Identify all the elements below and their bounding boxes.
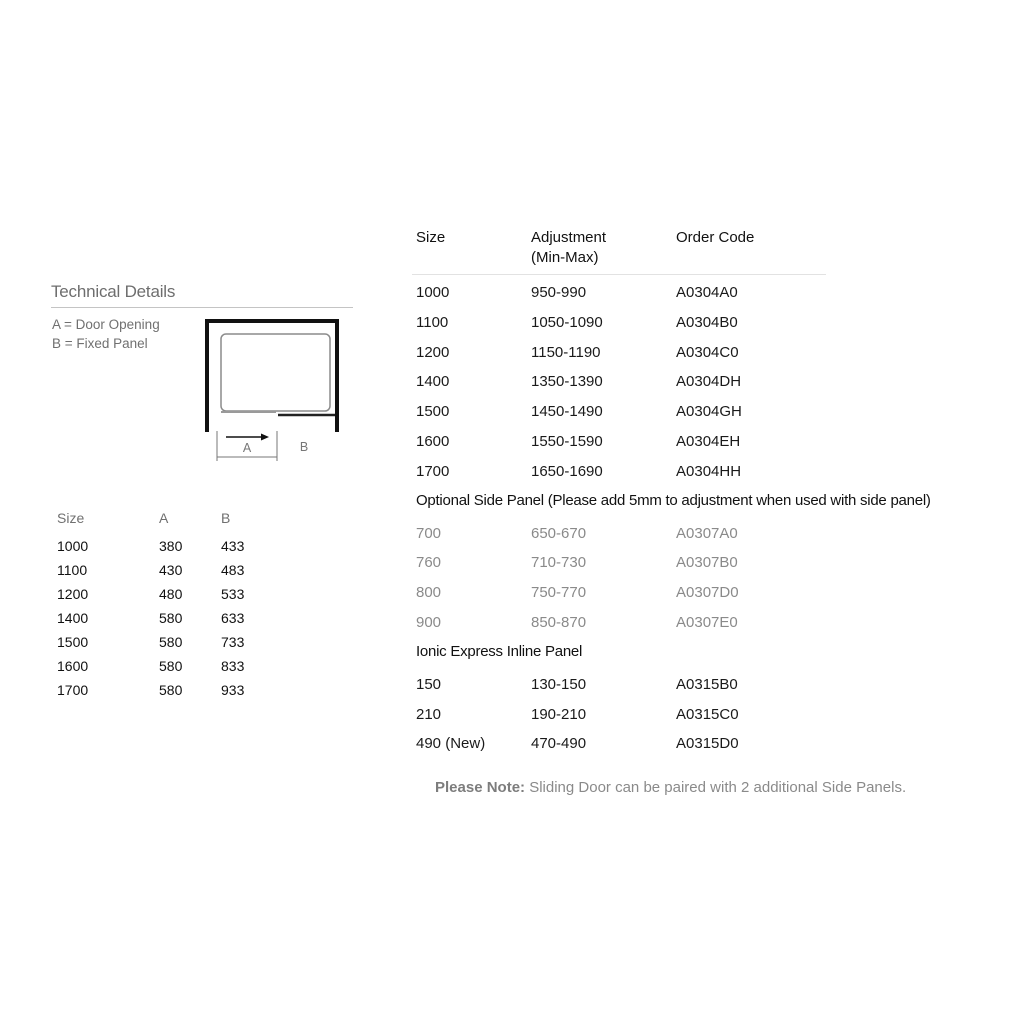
b-cell: 933 xyxy=(221,682,245,698)
a-header: A xyxy=(159,510,169,526)
table-row xyxy=(416,699,996,729)
size-header: Size xyxy=(57,510,85,526)
inline-panel-section-title xyxy=(416,637,996,669)
adjustment-cell: 1050-1090 xyxy=(531,313,603,331)
technical-details-title: Technical Details xyxy=(51,282,176,301)
order-code-cell: A0304A0 xyxy=(676,284,738,301)
order-code-cell: A0307D0 xyxy=(676,584,739,602)
order-code-cell: A0304HH xyxy=(676,462,742,480)
title-divider xyxy=(51,307,353,308)
order-code-cell: A0307A0 xyxy=(676,524,738,542)
size-cell: 760 xyxy=(416,554,442,572)
order-code-cell: A0315D0 xyxy=(676,735,739,753)
size-cell: 1200 xyxy=(416,343,450,361)
table-row xyxy=(416,307,996,337)
a-cell: 580 xyxy=(159,682,183,698)
size-cell: 1000 xyxy=(57,538,89,554)
size-cell: 900 xyxy=(416,613,442,631)
order-code-cell: A0304DH xyxy=(676,373,742,391)
table-row xyxy=(416,547,996,577)
size-cell: 490 (New) xyxy=(416,735,486,753)
adjustment-cell: 1150-1190 xyxy=(531,343,601,361)
b-cell: 483 xyxy=(221,562,245,578)
adjustment-header xyxy=(531,228,606,268)
b-header: B xyxy=(221,510,231,526)
adjustment-cell: 750-770 xyxy=(531,584,587,602)
size-cell: 1700 xyxy=(416,462,450,480)
adjustment-cell: 130-150 xyxy=(531,675,587,693)
note-label: Please Note: xyxy=(435,779,526,796)
adjustment-cell: 1650-1690 xyxy=(531,462,603,480)
size-cell: 1600 xyxy=(57,658,89,674)
legend-fixed-panel: B = Fixed Panel xyxy=(52,336,148,351)
note-text: Sliding Door can be paired with 2 additional Side Panels. xyxy=(525,779,907,796)
please-note xyxy=(435,779,906,796)
order-code-cell: A0315B0 xyxy=(676,675,738,693)
a-cell: 480 xyxy=(159,586,183,602)
size-cell: 1700 xyxy=(57,682,89,698)
table-row xyxy=(416,577,996,607)
adjustment-cell: 190-210 xyxy=(531,705,587,723)
b-cell: 733 xyxy=(221,634,245,650)
size-cell: 1100 xyxy=(57,562,88,578)
table-row xyxy=(416,456,996,486)
adjustment-cell: 950-990 xyxy=(531,284,587,301)
a-cell: 580 xyxy=(159,634,183,650)
table-row xyxy=(416,426,996,456)
order-code-cell: A0304C0 xyxy=(676,343,739,361)
a-cell: 580 xyxy=(159,658,183,674)
inline-panel-title: Ionic Express Inline Panel xyxy=(416,642,583,660)
order-code-cell: A0304EH xyxy=(676,432,741,450)
b-cell: 833 xyxy=(221,658,245,674)
table-row xyxy=(416,366,996,396)
adjustment-cell: 850-870 xyxy=(531,613,587,631)
size-cell: 1500 xyxy=(57,634,89,650)
a-cell: 380 xyxy=(159,538,183,554)
table-row xyxy=(416,518,996,548)
table-row xyxy=(416,728,996,758)
size-cell: 1400 xyxy=(57,610,89,626)
adjustment-header-line1: Adjustment xyxy=(531,229,607,246)
size-cell: 1100 xyxy=(416,313,449,331)
enclosure-back-wall xyxy=(205,319,339,323)
a-cell: 430 xyxy=(159,562,183,578)
size-cell: 210 xyxy=(416,705,442,723)
adjustment-cell: 1550-1590 xyxy=(531,432,603,450)
order-code-cell: A0304B0 xyxy=(676,313,738,331)
enclosure-left-wall xyxy=(205,319,209,432)
legend-door-opening: A = Door Opening xyxy=(52,317,160,332)
order-code-cell: A0307B0 xyxy=(676,554,738,572)
b-cell: 533 xyxy=(221,586,245,602)
size-cell: 1500 xyxy=(416,403,450,421)
order-code-cell: A0304GH xyxy=(676,403,742,421)
shower-tray xyxy=(221,334,330,411)
table-row xyxy=(416,396,996,426)
order-code-cell: A0315C0 xyxy=(676,705,739,723)
order-code-header: Order Code xyxy=(676,229,755,246)
diagram-label-a: A xyxy=(242,441,252,455)
size-cell: 1400 xyxy=(416,373,450,391)
adjustment-cell: 1450-1490 xyxy=(531,403,603,421)
table-row xyxy=(416,277,996,307)
adjustment-cell: 650-670 xyxy=(531,524,587,542)
a-cell: 580 xyxy=(159,610,183,626)
diagram-label-b: B xyxy=(299,440,309,454)
size-cell: 700 xyxy=(416,524,442,542)
b-cell: 433 xyxy=(221,538,245,554)
side-panel-section-title xyxy=(416,486,996,518)
b-cell: 633 xyxy=(221,610,245,626)
shower-door-diagram xyxy=(200,316,350,466)
adjustment-cell: 470-490 xyxy=(531,735,587,753)
side-panel-title: Optional Side Panel (Please add 5mm to adjustment when used with side panel) xyxy=(416,491,931,509)
order-table-header xyxy=(412,226,826,275)
adjustment-cell: 1350-1390 xyxy=(531,373,603,391)
order-code-cell: A0307E0 xyxy=(676,613,738,631)
size-cell: 800 xyxy=(416,584,442,602)
size-header: Size xyxy=(416,229,446,246)
table-row xyxy=(416,669,996,699)
adjustment-header-line2: (Min-Max) xyxy=(531,249,599,266)
slide-arrow-head xyxy=(261,434,269,441)
table-row xyxy=(416,607,996,637)
adjustment-cell: 710-730 xyxy=(531,554,587,572)
size-cell: 1000 xyxy=(416,284,450,301)
size-cell: 1600 xyxy=(416,432,450,450)
size-cell: 150 xyxy=(416,675,442,693)
size-cell: 1200 xyxy=(57,586,89,602)
table-row xyxy=(416,337,996,367)
enclosure-right-wall xyxy=(335,319,339,432)
order-code-table xyxy=(416,226,996,758)
